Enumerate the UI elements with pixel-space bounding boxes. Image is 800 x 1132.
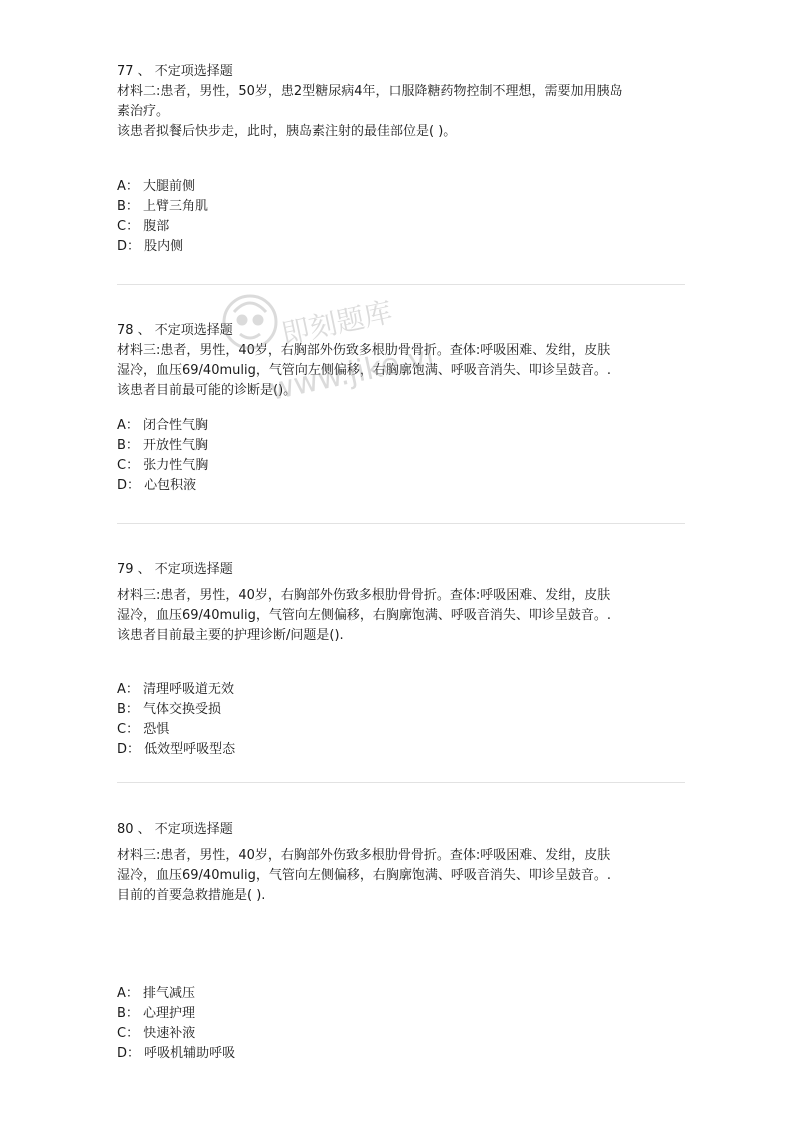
- question-header: 77 、 不定项选择题: [117, 64, 233, 79]
- options-list: [117, 177, 687, 257]
- option-c[interactable]: C： 腹部: [117, 219, 170, 234]
- option-c[interactable]: C： 张力性气胸: [117, 458, 209, 473]
- question-line: 湿冷，血压69/40mulig，气管向左侧偏移，右胸廓饱满、呼吸音消失、叩诊呈鼓音。.: [117, 608, 611, 623]
- options-list: [117, 416, 687, 496]
- question-line: 湿冷，血压69/40mulig，气管向左侧偏移，右胸廓饱满、呼吸音消失、叩诊呈鼓音。.: [117, 363, 611, 378]
- question-line: 湿冷，血压69/40mulig，气管向左侧偏移，右胸廓饱满、呼吸音消失、叩诊呈鼓音。.: [117, 868, 611, 883]
- option-b[interactable]: B： 开放性气胸: [117, 438, 209, 453]
- watermark-brand: 即刻题库: [278, 295, 396, 351]
- option-a[interactable]: A： 排气减压: [117, 986, 196, 1001]
- question-79: [117, 560, 687, 760]
- question-line: 该患者拟餐后快步走，此时，胰岛素注射的最佳部位是( )。: [117, 124, 457, 139]
- option-a[interactable]: A： 闭合性气胸: [117, 418, 209, 433]
- option-d[interactable]: D： 股内侧: [117, 239, 184, 254]
- question-header: 78 、 不定项选择题: [117, 323, 233, 338]
- question-line: 素治疗。: [117, 104, 170, 119]
- option-c[interactable]: C： 恐惧: [117, 722, 170, 737]
- option-b[interactable]: B： 上臂三角肌: [117, 199, 209, 214]
- question-line: 该患者目前最主要的护理诊断/问题是().: [117, 628, 344, 643]
- option-d[interactable]: D： 心包积液: [117, 478, 197, 493]
- option-c[interactable]: C： 快速补液: [117, 1026, 196, 1041]
- options-list: [117, 680, 687, 760]
- watermark-url: www.jike.vip: [266, 334, 432, 408]
- divider: [117, 782, 685, 783]
- option-a[interactable]: A： 大腿前侧: [117, 179, 196, 194]
- question-77: [117, 62, 687, 257]
- question-header: 79 、 不定项选择题: [117, 562, 233, 577]
- option-b[interactable]: B： 气体交换受损: [117, 702, 222, 717]
- question-line: 材料二:患者，男性，50岁，患2型糖尿病4年，口服降糖药物控制不理想，需要加用胰岛: [117, 84, 623, 99]
- question-line: 材料三:患者，男性，40岁，右胸部外伤致多根肋骨骨折。查体:呼吸困难、发绀，皮肤: [117, 848, 611, 863]
- question-78: [117, 321, 687, 496]
- divider: [117, 523, 685, 524]
- question-80: [117, 820, 687, 1064]
- question-line: 该患者目前最可能的诊断是()。: [117, 383, 297, 398]
- question-line: 材料三:患者，男性，40岁，右胸部外伤致多根肋骨骨折。查体:呼吸困难、发绀，皮肤: [117, 588, 611, 603]
- options-list: [117, 984, 687, 1064]
- divider: [117, 284, 685, 285]
- option-b[interactable]: B： 心理护理: [117, 1006, 196, 1021]
- option-d[interactable]: D： 呼吸机辅助呼吸: [117, 1046, 236, 1061]
- option-a[interactable]: A： 清理呼吸道无效: [117, 682, 235, 697]
- question-line: 目前的首要急救措施是( ).: [117, 888, 266, 903]
- question-header: 80 、 不定项选择题: [117, 822, 233, 837]
- question-line: 材料三:患者，男性，40岁，右胸部外伤致多根肋骨骨折。查体:呼吸困难、发绀，皮肤: [117, 343, 611, 358]
- option-d[interactable]: D： 低效型呼吸型态: [117, 742, 236, 757]
